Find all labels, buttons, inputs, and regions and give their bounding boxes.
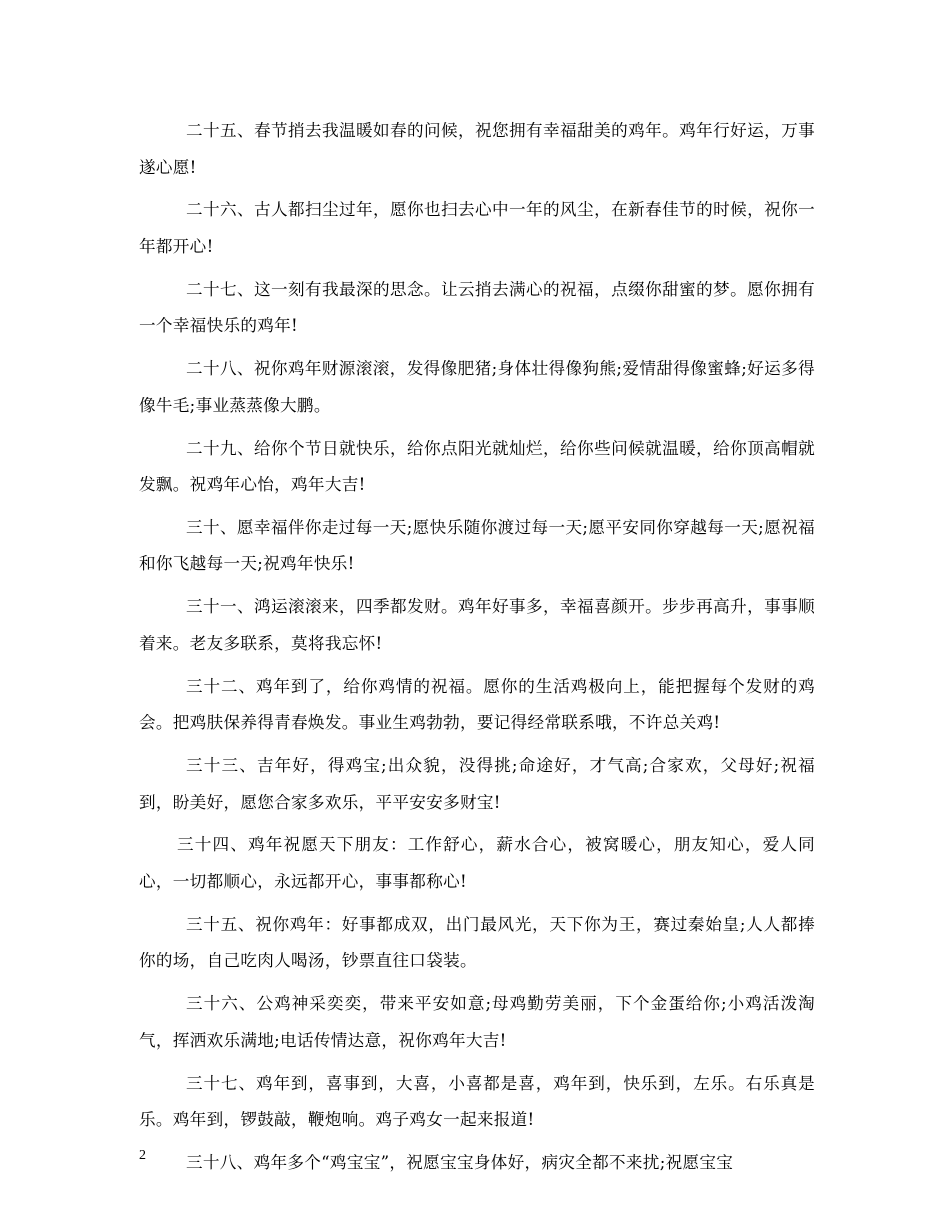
paragraph-38: 三十八、鸡年多个“鸡宝宝”，祝愿宝宝身体好，病灾全都不来扰;祝愿宝宝 [186,1152,734,1172]
page-number: 2 [139,1148,146,1163]
paragraph-36: 三十六、公鸡神采奕奕，带来平安如意;母鸡勤劳美丽，下个金蛋给你;小鸡活泼淘气，挥洒欢乐满地;电话传情达意，祝你鸡年大吉! [139,994,815,1050]
paragraph-26: 二十六、古人都扫尘过年，愿你也扫去心中一年的风尘，在新春佳节的时候，祝你一年都开心! [139,200,815,256]
paragraph-27: 二十七、这一刻有我最深的思念。让云捎去满心的祝福，点缀你甜蜜的梦。愿你拥有一个幸福快乐的鸡年! [139,279,815,336]
paragraph-32: 三十二、鸡年到了，给你鸡情的祝福。愿你的生活鸡极向上，能把握每个发财的鸡会。把鸡肤保养得青春焕发。事业生鸡勃勃，要记得经常联系哦，不许总关鸡! [139,676,815,733]
paragraph-34: 三十四、鸡年祝愿天下朋友：工作舒心，薪水合心，被窝暖心，朋友知心，爱人同心，一切都顺心，永远都开心，事事都称心! [139,835,815,891]
paragraph-30: 三十、愿幸福伴你走过每一天;愿快乐随你渡过每一天;愿平安同你穿越每一天;愿祝福和你飞越每一天;祝鸡年快乐! [139,517,815,574]
paragraph-31: 三十一、鸿运滚滚来，四季都发财。鸡年好事多，幸福喜颜开。步步再高升，事事顺着来。老友多联系，莫将我忘怀! [139,597,815,653]
paragraph-37: 三十七、鸡年到，喜事到，大喜，小喜都是喜，鸡年到，快乐到，左乐。右乐真是乐。鸡年到，锣鼓敲，鞭炮响。鸡子鸡女一起来报道! [139,1073,815,1130]
paragraph-29: 二十九、给你个节日就快乐，给你点阳光就灿烂，给你些问候就温暖，给你顶高帽就发飘。祝鸡年心怡，鸡年大吉! [139,438,815,495]
page-body [139,113,815,1188]
paragraph-33: 三十三、吉年好，得鸡宝;出众貌，没得挑;命途好，才气高;合家欢，父母好;祝福到，盼美好，愿您合家多欢乐，平平安安多财宝! [139,756,815,812]
paragraph-35: 三十五、祝你鸡年：好事都成双，出门最风光，天下你为王，赛过秦始皇;人人都捧你的场，自己吃肉人喝汤，钞票直往口袋装。 [139,914,815,971]
paragraph-28: 二十八、祝你鸡年财源滚滚，发得像肥猪;身体壮得像狗熊;爱情甜得像蜜蜂;好运多得像牛毛;事业蒸蒸像大鹏。 [139,359,815,415]
paragraph-25: 二十五、春节捎去我温暖如春的问候，祝您拥有幸福甜美的鸡年。鸡年行好运，万事遂心愿! [139,121,815,177]
